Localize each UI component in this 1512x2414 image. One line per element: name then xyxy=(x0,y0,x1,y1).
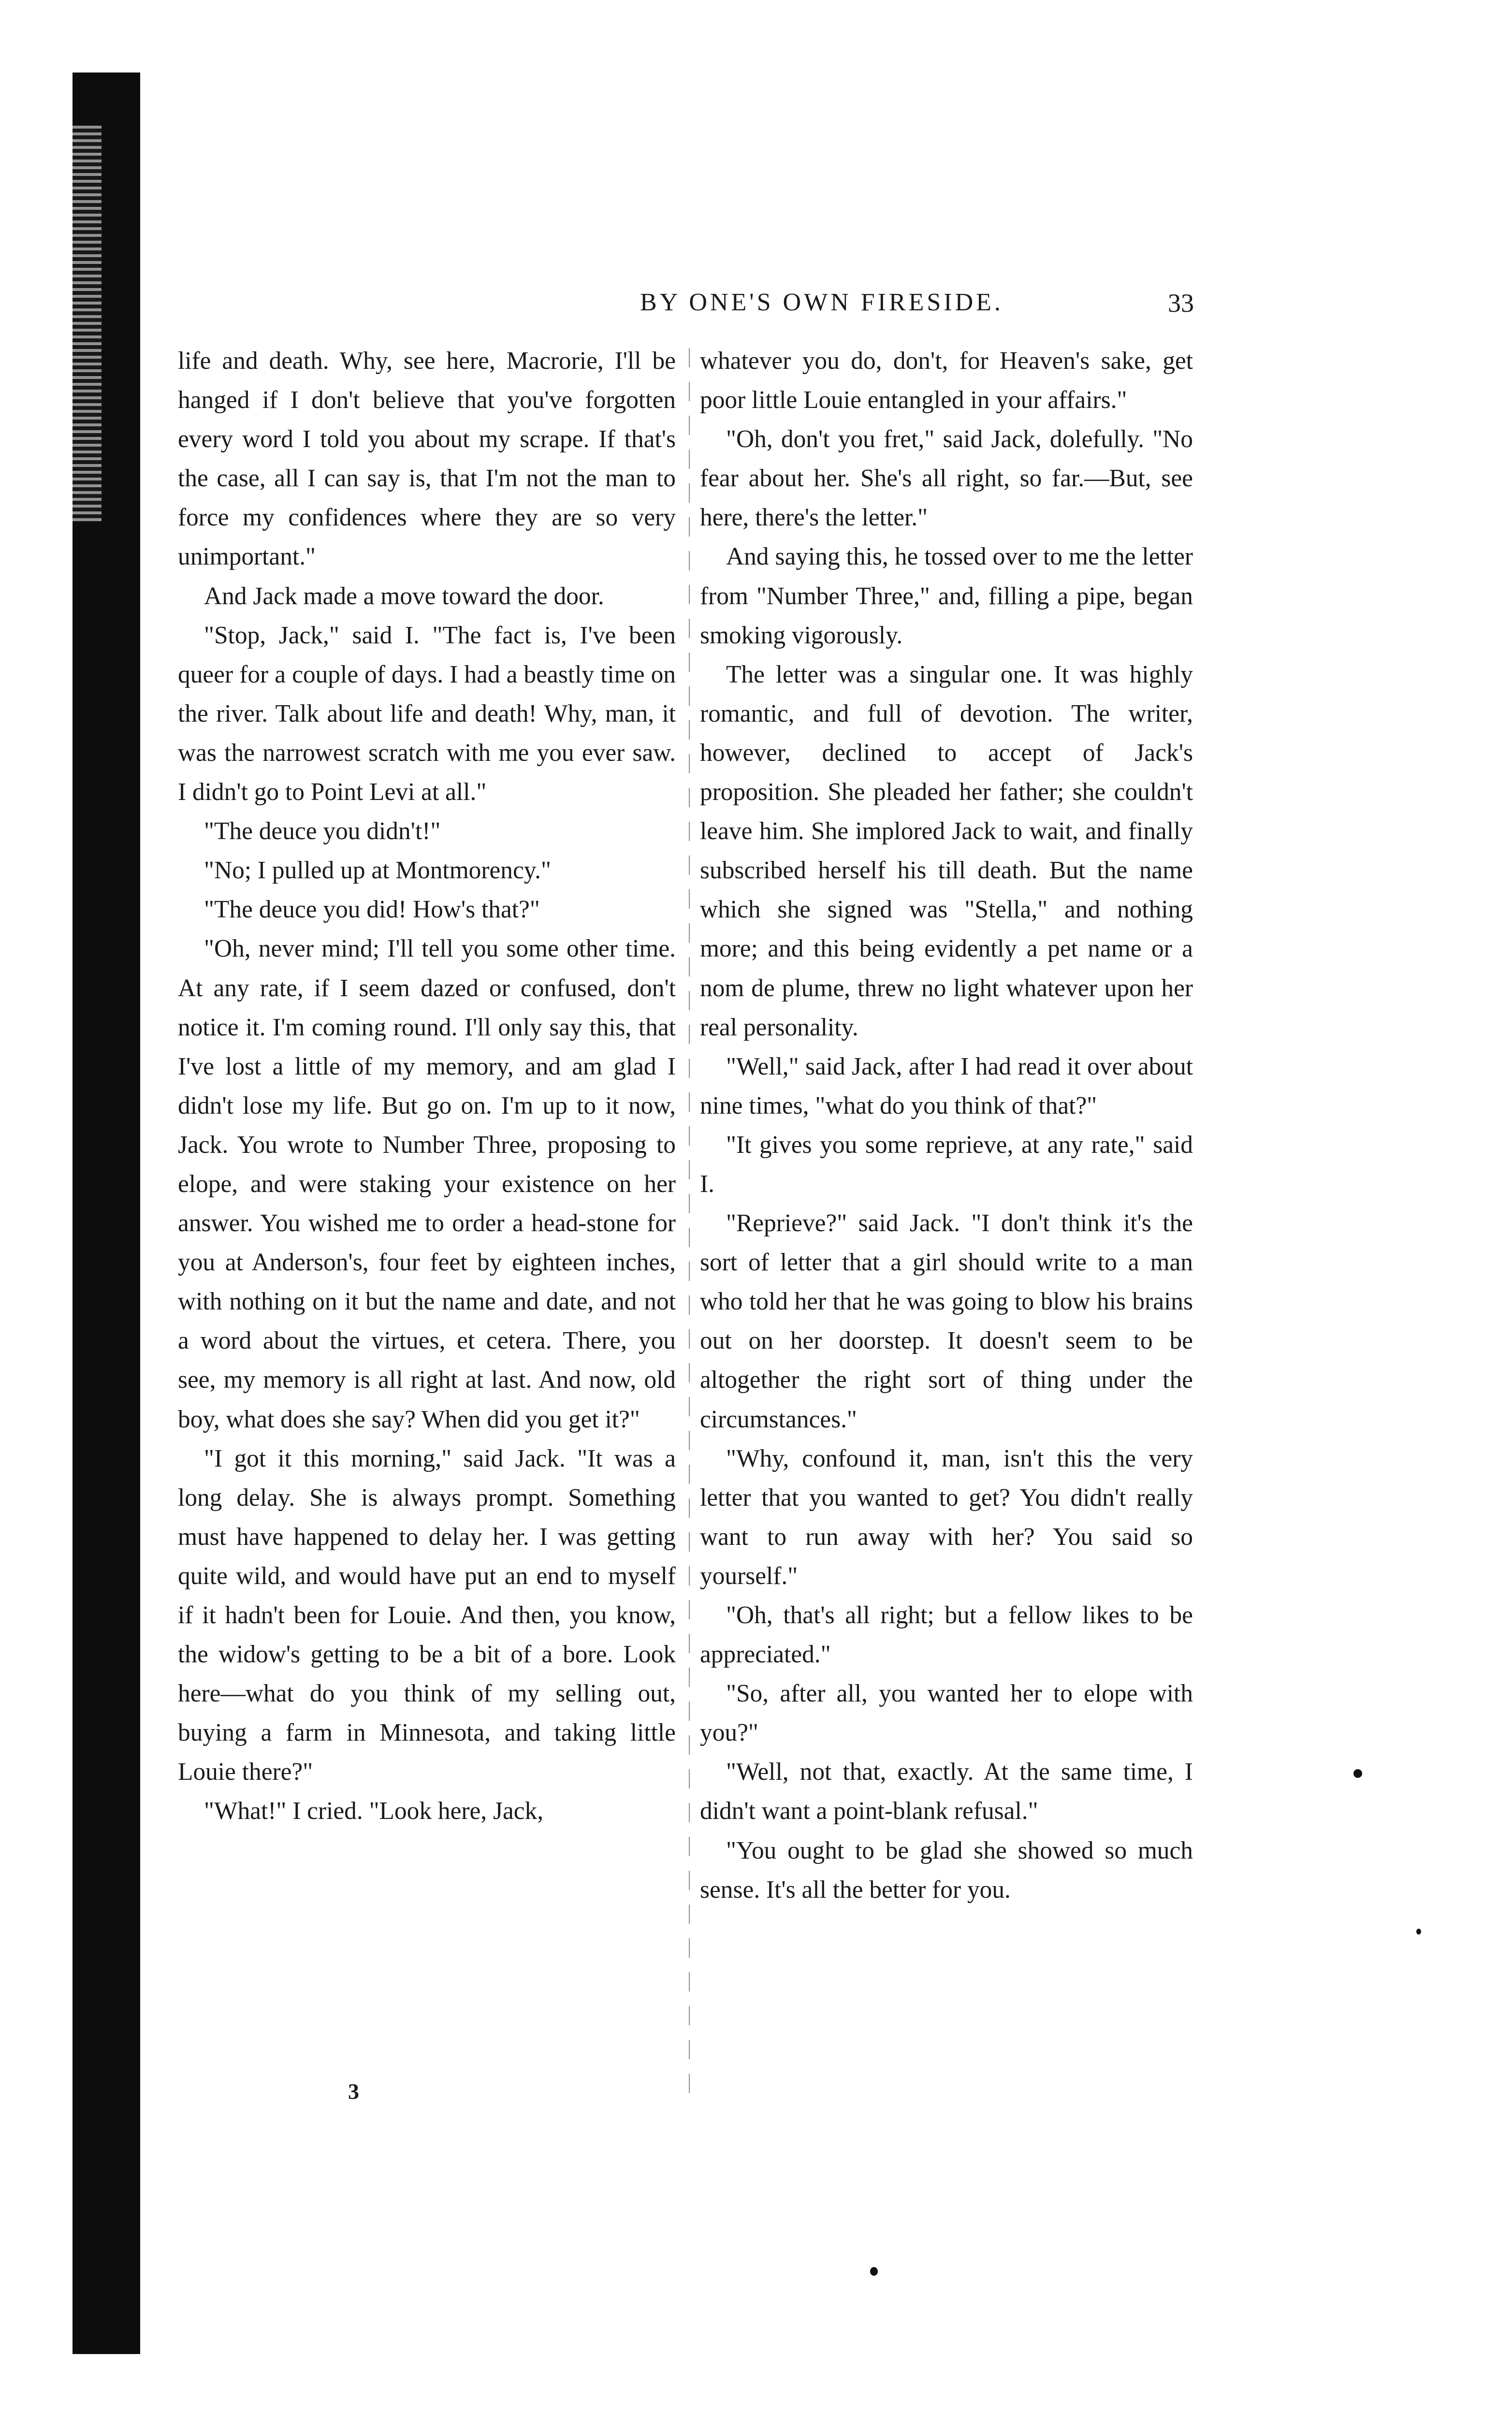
printer-signature-mark: 3 xyxy=(348,2079,359,2104)
paragraph: "What!" I cried. "Look here, Jack, xyxy=(204,1797,544,1825)
ink-speck xyxy=(870,2267,878,2276)
column-divider xyxy=(689,348,690,2108)
paragraph: "Oh, don't you fret," said Jack, dolefully. "No fear about her. She's all right, so far.—But, see here, there's the letter." xyxy=(700,425,1193,532)
paragraph: "It gives you some reprieve, at any rate," said I. xyxy=(700,1131,1193,1198)
paragraph: "So, after all, you wanted her to elope with you?" xyxy=(700,1680,1193,1747)
paragraph: And Jack made a move toward the door. xyxy=(204,582,604,610)
page-number: 33 xyxy=(1168,289,1194,318)
running-head: BY ONE'S OWN FIRESIDE. xyxy=(640,289,1003,316)
ink-speck xyxy=(1416,1929,1421,1934)
paragraph: The letter was a singular one. It was highly romantic, and full of devotion. The writer, however, declined to accept of Jack's proposition. She pleaded her father; she couldn't leave him. She implored Jack to wait, and finally subscribed herself his till death. But the name which she signed was "Stella," and nothing more; and this being evidently a pet name or a nom de plume, threw no light whatever upon her real personality. xyxy=(700,660,1193,1041)
left-text-column xyxy=(178,341,676,1831)
paragraph: life and death. Why, see here, Macrorie, I'll be hanged if I don't believe that you've forgotten every word I told you about my scrape. If that's the case, all I can say is, that I'm not the man to force my confidences where they are so very unimportant." xyxy=(178,347,676,571)
paragraph: "The deuce you did! How's that?" xyxy=(204,896,540,924)
paragraph: whatever you do, don't, for Heaven's sake, get poor little Louie entangled in your affairs." xyxy=(700,347,1193,414)
paragraph: "You ought to be glad she showed so much sense. It's all the better for you. xyxy=(700,1836,1193,1904)
ink-speck xyxy=(1353,1769,1362,1778)
paragraph: "Stop, Jack," said I. "The fact is, I've been queer for a couple of days. I had a beastly time on the river. Talk about life and death! Why, man, it was the narrowest scratch with me you ever saw. I didn't go to Point Levi at all." xyxy=(178,621,676,806)
paragraph: "Why, confound it, man, isn't this the very letter that you wanted to get? You didn't really want to run away with her? You said so yourself." xyxy=(700,1444,1193,1590)
binding-fray-texture xyxy=(73,126,102,522)
paragraph: And saying this, he tossed over to me the letter from "Number Three," and, filling a pipe, began smoking vigorously. xyxy=(700,543,1193,649)
paragraph: "Well," said Jack, after I had read it over about nine times, "what do you think of that?" xyxy=(700,1052,1193,1120)
paragraph: "The deuce you didn't!" xyxy=(204,817,441,845)
paragraph: "I got it this morning," said Jack. "It was a long delay. She is always prompt. Something must have happened to delay her. I was getting quite wild, and would have put an end to myself if it hadn't been for Louie. And then, you know, the widow's getting to be a bit of a bore. Look here—what do you think of my selling out, buying a farm in Minnesota, and taking little Louie there?" xyxy=(178,1444,676,1786)
right-text-column xyxy=(700,341,1193,1909)
paragraph: "Oh, never mind; I'll tell you some other time. At any rate, if I seem dazed or confused, don't notice it. I'm coming round. I'll only say this, that I've lost a little of my memory, and am glad I didn't lose my life. But go on. I'm up to it now, Jack. You wrote to Number Three, proposing to elope, and were staking your existence on her answer. You wished me to order a head-stone for you at Anderson's, four feet by eighteen inches, with nothing on it but the name and date, and not a word about the virtues, et cetera. There, you see, my memory is all right at last. And now, old boy, what does she say? When did you get it?" xyxy=(178,935,676,1433)
paragraph: "Oh, that's all right; but a fellow likes to be appreciated." xyxy=(700,1601,1193,1669)
paragraph: "Well, not that, exactly. At the same time, I didn't want a point-blank refusal." xyxy=(700,1758,1193,1825)
paragraph: "No; I pulled up at Montmorency." xyxy=(204,857,551,885)
paragraph: "Reprieve?" said Jack. "I don't think it's the sort of letter that a girl should write to a man who told her that he was going to blow his brains out on her doorstep. It doesn't seem to be altogether the right sort of thing under the circumstances." xyxy=(700,1209,1193,1433)
